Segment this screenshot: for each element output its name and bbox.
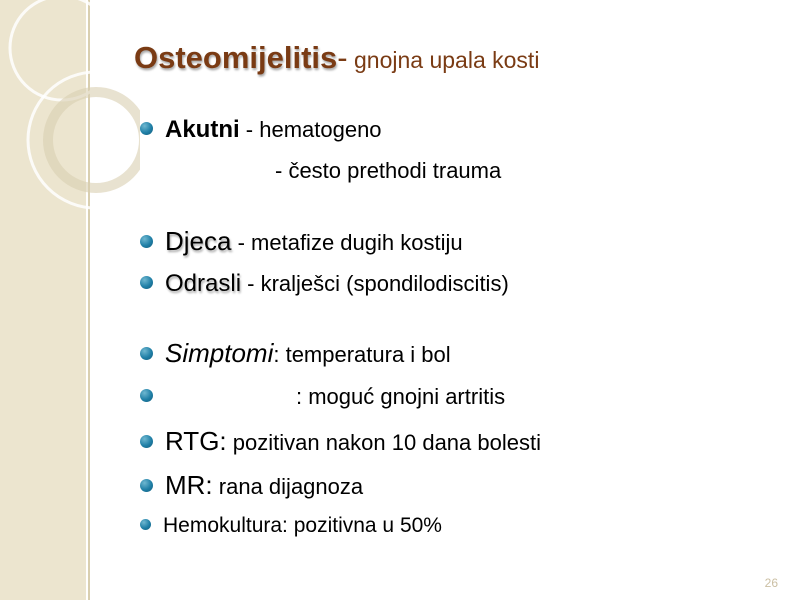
bullet-mr	[140, 470, 363, 501]
bullet-lead: Djeca	[165, 226, 232, 256]
bullet-continuation	[275, 158, 501, 184]
bullet-hemokultura	[140, 514, 442, 538]
bullet-simptomi	[140, 338, 451, 369]
title-dash: -	[337, 40, 348, 75]
bullet-text: - često prethodi trauma	[275, 158, 502, 183]
bullet-lead: Simptomi	[165, 338, 274, 368]
bullet-icon	[140, 235, 153, 248]
bullet-text: : moguć gnojni artritis	[296, 384, 506, 409]
bullet-icon	[140, 122, 153, 135]
bullet-text: rana dijagnoza	[212, 474, 364, 499]
title-subtitle: gnojna upala kosti	[347, 47, 540, 73]
page-number: 26	[764, 576, 778, 590]
bullet-icon	[140, 276, 153, 289]
bullet-artritis	[140, 384, 505, 410]
bullet-text: - hematogeno	[239, 117, 382, 142]
bullet-rtg	[140, 426, 541, 457]
title-main: Osteomijelitis	[134, 40, 338, 75]
bullet-lead: Akutni	[165, 116, 240, 143]
bullet-icon	[140, 347, 153, 360]
bullet-icon	[140, 479, 153, 492]
bullet-text: : temperatura i bol	[273, 342, 451, 367]
bullet-text: - metafize dugih kostiju	[231, 230, 463, 255]
bullet-odrasli	[140, 270, 509, 298]
bullet-djeca	[140, 226, 463, 257]
bullet-icon	[140, 519, 151, 530]
bullet-icon	[140, 389, 153, 402]
bullet-text: pozitivan nakon 10 dana bolesti	[226, 430, 541, 455]
bullet-icon	[140, 435, 153, 448]
bullet-lead: RTG:	[165, 426, 227, 456]
bullet-akutni	[140, 116, 382, 144]
bullet-text: - kralješci (spondilodiscitis)	[241, 271, 509, 296]
bullet-lead: Odrasli	[165, 270, 242, 297]
bullet-text: Hemokultura: pozitivna u 50%	[163, 514, 442, 537]
bullet-lead: MR:	[165, 470, 213, 500]
